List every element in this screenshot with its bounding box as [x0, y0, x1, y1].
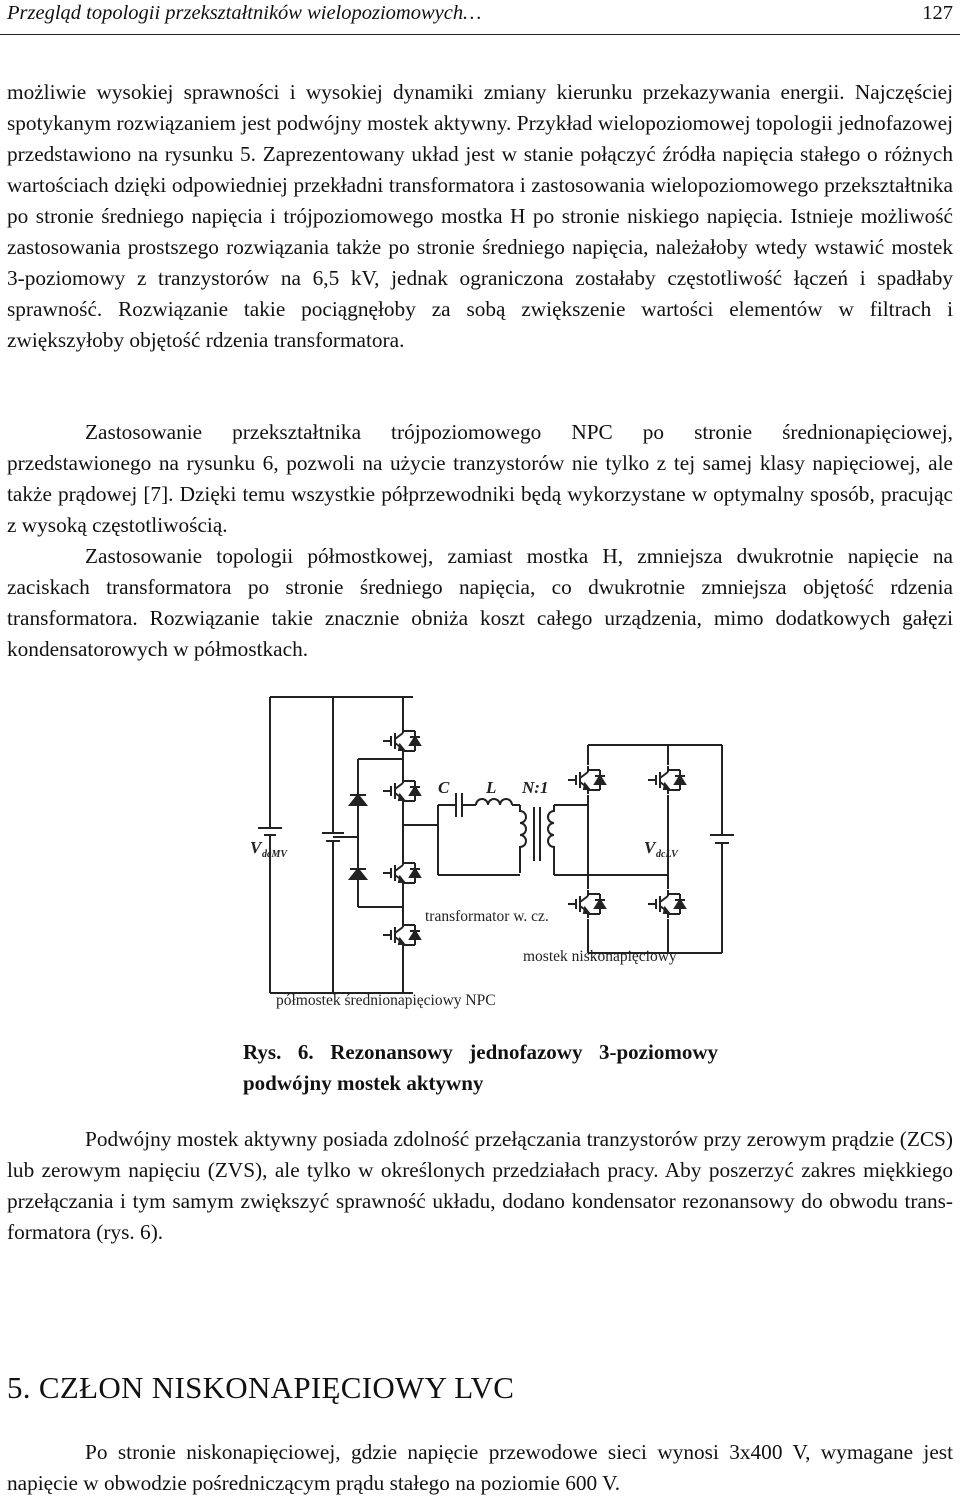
resonant-tank	[438, 793, 668, 875]
paragraph-1: możliwie wysokiej sprawności i wysokiej dynamiki zmiany kierunku przekazywania energii. Najczęściej spotykanym rozwiązaniem jest podwójny mostek aktywny. Przykład wielopoziomowej topologii jednofazowej przedstawiono na rysunku 5. Zaprezentowany układ jest w stanie połączyć źródła napięcia stałego o różnych wartościach dzięki odpowiedniej przekładni transformatora i zastosowania wielopoziomowego przekształtnika po stronie średniego napięcia i trójpoziomowego mostka H po stronie niskiego napięcia. Istnieje możliwość zastosowania prostszego rozwiązania także po stronie średniego napięcia, należałoby wtedy wstawić mostek 3-poziomowy z tranzystorów na 6,5 kV, jednak ograniczona zostałaby częstotliwość łączeń i spadłaby sprawność. Rozwiązanie takie pociągnęłoby za sobą zwiększenie wartości elementów w filtrach i zwiększyłoby objętość rdzenia transformatora.	[7, 80, 953, 352]
paragraph-5: Po stronie niskonapięciowej, gdzie napięcie przewodowe sieci wynosi 3x400 V, wymagane jest napięcie w obwodzie pośredniczącym prądu stałego na poziomie 600 V.	[7, 1440, 953, 1495]
paragraph-4: Podwójny mostek aktywny posiada zdolność przełączania tranzystorów przy zerowym prądzie (ZCS) lub zerowym napięciu (ZVS), ale tylko w określonych przedziałach pracy. Aby poszerzyć zakres miękkiego przełączania i tym samym zwiększyć sprawność układu, dodano kondensator rezonansowy do obwodu transformatora (rys. 6).	[7, 1127, 953, 1244]
mv-bridge-label: półmostek średnionapięciowy NPC	[276, 992, 496, 1009]
igbt-icon	[383, 859, 420, 887]
figure-caption: Rys. 6. Rezonansowy jednofazowy 3-poziomowy podwójny mostek aktywny	[243, 1040, 718, 1095]
section-heading: 5. CZŁON NISKONAPIĘCIOWY LVC	[7, 1370, 515, 1405]
inductor-label: L	[486, 778, 497, 797]
page-number: 127	[922, 2, 953, 24]
circuit-figure	[238, 685, 748, 1015]
lv-bridge-label: mostek niskonapięciowy	[523, 948, 677, 965]
igbt-icon	[568, 890, 605, 918]
igbt-icon	[648, 766, 685, 794]
v-lv-subscript: dcLV	[656, 849, 678, 860]
igbt-icon	[568, 766, 605, 794]
transformer-label: transformator w. cz.	[425, 908, 549, 925]
turns-ratio-label: N:1	[522, 778, 549, 797]
running-header	[0, 0, 960, 35]
igbt-icon	[383, 921, 420, 949]
igbt-icon	[383, 777, 420, 805]
capacitor-label: C	[438, 778, 450, 797]
running-title: Przegląd topologii przekształtników wielopoziomowych…	[7, 2, 482, 24]
v-mv-label: V	[250, 838, 262, 857]
paragraph-2: Zastosowanie przekształtnika trójpoziomowego NPC po stronie średnionapięciowej, przedstawionego na rysunku 6, pozwoli na użycie tranzystorów nie tylko z tej samej klasy napięciowej, ale także prądowej [7]. Dzięki temu wszystkie półprzewodniki będą wykorzystane w optymalny sposób, pracując z wysoką częstotliwością.	[7, 420, 953, 537]
paragraph-3: Zastosowanie topologii półmostkowej, zamiast mostka H, zmniejsza dwukrotnie napięcie na zaciskach transformatora po stronie średniego napięcia, co dwukrotnie zmniejsza objętość rdzenia transformatora. Rozwiązanie takie znacznie obniża koszt całego urządzenia, mimo dodatkowych gałęzi kondensatorowych w półmostkach.	[7, 544, 953, 661]
npc-switch-leg	[350, 697, 438, 993]
igbt-icon	[648, 890, 685, 918]
v-lv-label: V	[644, 838, 656, 857]
v-mv-subscript: dcMV	[262, 849, 287, 860]
igbt-icon	[383, 727, 420, 755]
circuit-diagram	[238, 685, 748, 1015]
